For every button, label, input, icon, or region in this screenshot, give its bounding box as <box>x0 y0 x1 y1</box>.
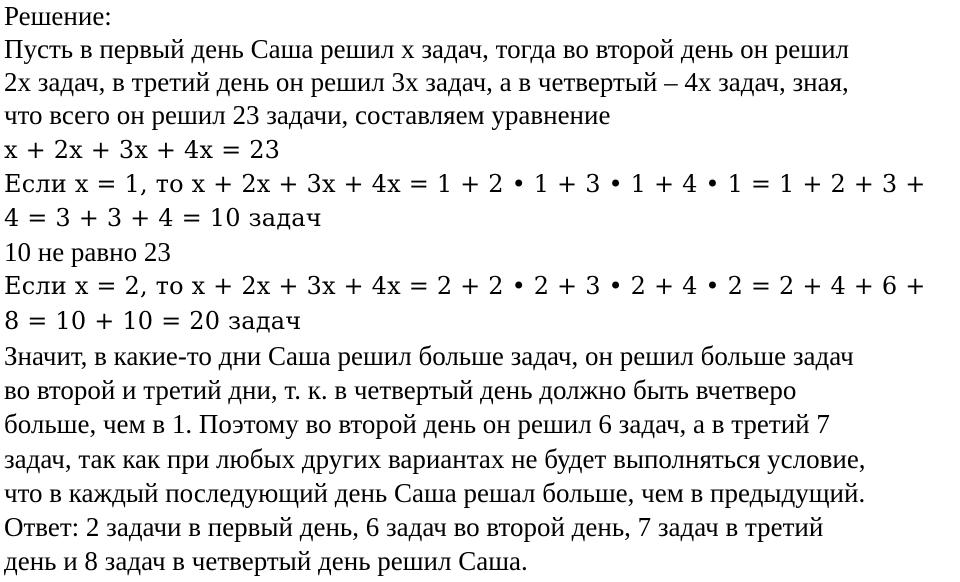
equation-line: Если x = 2, то x + 2x + 3x + 4x = 2 + 2 • 2 + 3 • 2 + 4 • 2 = 2 + 4 + 6 + <box>4 272 926 300</box>
equation-line: 8 = 10 + 10 = 20 задач <box>4 307 302 335</box>
text-line: во второй и третий дни, т. к. в четвертый день должно быть вчетверо <box>4 375 797 405</box>
equation-line: 4 = 3 + 3 + 4 = 10 задач <box>4 204 322 232</box>
text-line: что всего он решил 23 задачи, составляем уравнение <box>4 100 611 130</box>
text-line: 2x задач, в третий день он решил 3x задач, а в четвертый – 4x задач, зная, <box>4 67 849 97</box>
answer-line: день и 8 задач в четвертый день решил Саша. <box>4 546 528 576</box>
equation-line: x + 2x + 3x + 4x = 23 <box>4 136 281 164</box>
text-line: что в каждый последующий день Саша решал больше, чем в предыдущий. <box>4 478 866 508</box>
text-line: задач, так как при любых других вариантах не будет выполняться условие, <box>4 444 866 474</box>
heading-solution: Решение: <box>4 1 112 31</box>
text-line: Значит, в какие-то дни Саша решил больше задач, он решил больше задач <box>4 341 854 371</box>
equation-line: Если x = 1, то x + 2x + 3x + 4x = 1 + 2 • 1 + 3 • 1 + 4 • 1 = 1 + 2 + 3 + <box>4 170 926 198</box>
answer-line: Ответ: 2 задачи в первый день, 6 задач во второй день, 7 задач в третий <box>4 512 824 542</box>
solution-document <box>4 0 958 582</box>
text-line: 10 не равно 23 <box>4 237 171 267</box>
text-line: больше, чем в 1. Поэтому во второй день он решил 6 задач, а в третий 7 <box>4 409 830 439</box>
text-line: Пусть в первый день Саша решил x задач, тогда во второй день он решил <box>4 34 849 64</box>
